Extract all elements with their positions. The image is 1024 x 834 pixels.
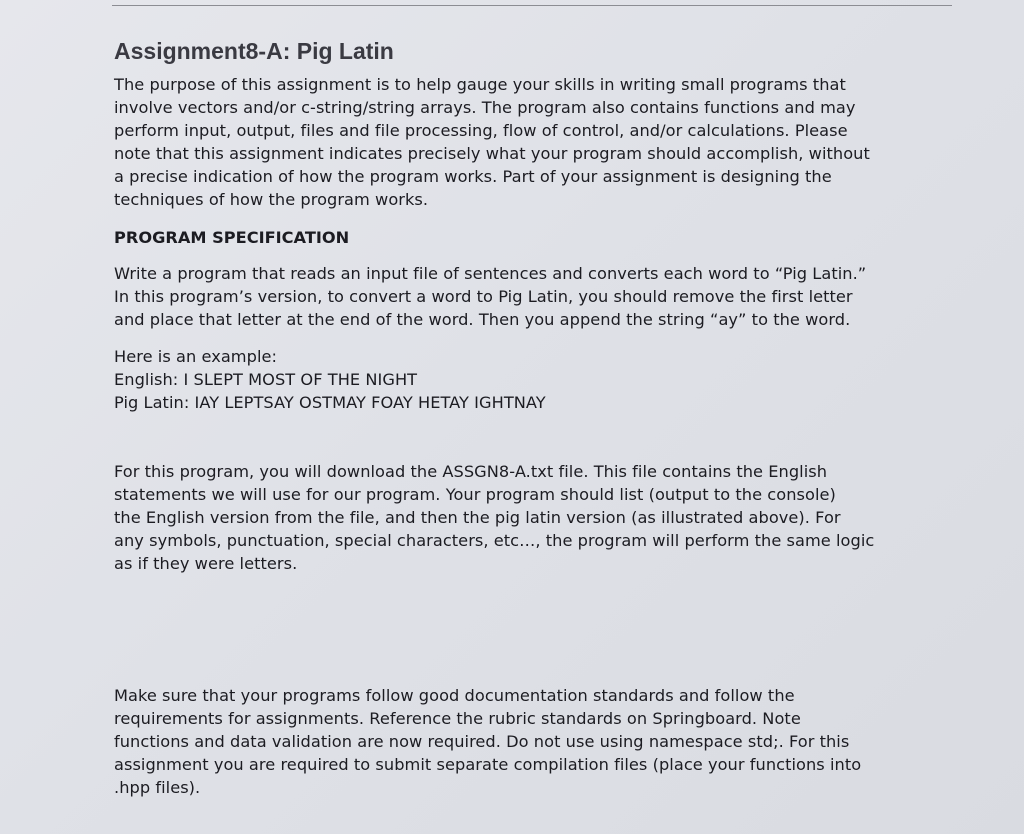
requirements-line: .hpp files). (114, 778, 201, 797)
intro-line: techniques of how the program works. (114, 190, 429, 209)
spec-paragraph (114, 262, 866, 331)
page-title: Assignment8-A: Pig Latin (114, 38, 394, 64)
download-line: the English version from the file, and then the pig latin version (as illustrated above). For (114, 508, 841, 527)
download-paragraph (114, 460, 874, 575)
requirements-line: requirements for assignments. Reference the rubric standards on Springboard. Note (114, 709, 801, 728)
requirements-paragraph (114, 684, 861, 799)
intro-line: perform input, output, files and file processing, flow of control, and/or calculations. Please (114, 121, 848, 140)
spec-line: Write a program that reads an input file of sentences and converts each word to “Pig Latin.” (114, 264, 867, 283)
example-english: English: I SLEPT MOST OF THE NIGHT (114, 370, 418, 389)
section-heading: PROGRAM SPECIFICATION (114, 228, 350, 247)
intro-line: note that this assignment indicates precisely what your program should accomplish, without (114, 144, 870, 163)
spec-line: and place that letter at the end of the word. Then you append the string “ay” to the word. (114, 310, 851, 329)
download-line: as if they were letters. (114, 554, 298, 573)
requirements-line: Make sure that your programs follow good documentation standards and follow the (114, 686, 795, 705)
top-rule (112, 5, 952, 6)
download-line: statements we will use for our program. Your program should list (output to the console) (114, 485, 836, 504)
example-piglatin: Pig Latin: IAY LEPTSAY OSTMAY FOAY HETAY IGHTNAY (114, 393, 546, 412)
example-block (114, 345, 546, 414)
download-line: any symbols, punctuation, special characters, etc…, the program will perform the same logic (114, 531, 875, 550)
download-line: For this program, you will download the ASSGN8-A.txt file. This file contains the English (114, 462, 828, 481)
example-intro: Here is an example: (114, 347, 278, 366)
intro-line: The purpose of this assignment is to help gauge your skills in writing small programs that (114, 75, 846, 94)
intro-paragraph (114, 73, 870, 211)
requirements-line: functions and data validation are now required. Do not use using namespace std;. For this (114, 732, 850, 751)
intro-line: involve vectors and/or c-string/string arrays. The program also contains functions and may (114, 98, 856, 117)
assignment-page (114, 36, 964, 797)
intro-line: a precise indication of how the program works. Part of your assignment is designing the (114, 167, 832, 186)
spec-line: In this program’s version, to convert a word to Pig Latin, you should remove the first letter (114, 287, 853, 306)
requirements-line: assignment you are required to submit separate compilation files (place your functions into (114, 755, 862, 774)
